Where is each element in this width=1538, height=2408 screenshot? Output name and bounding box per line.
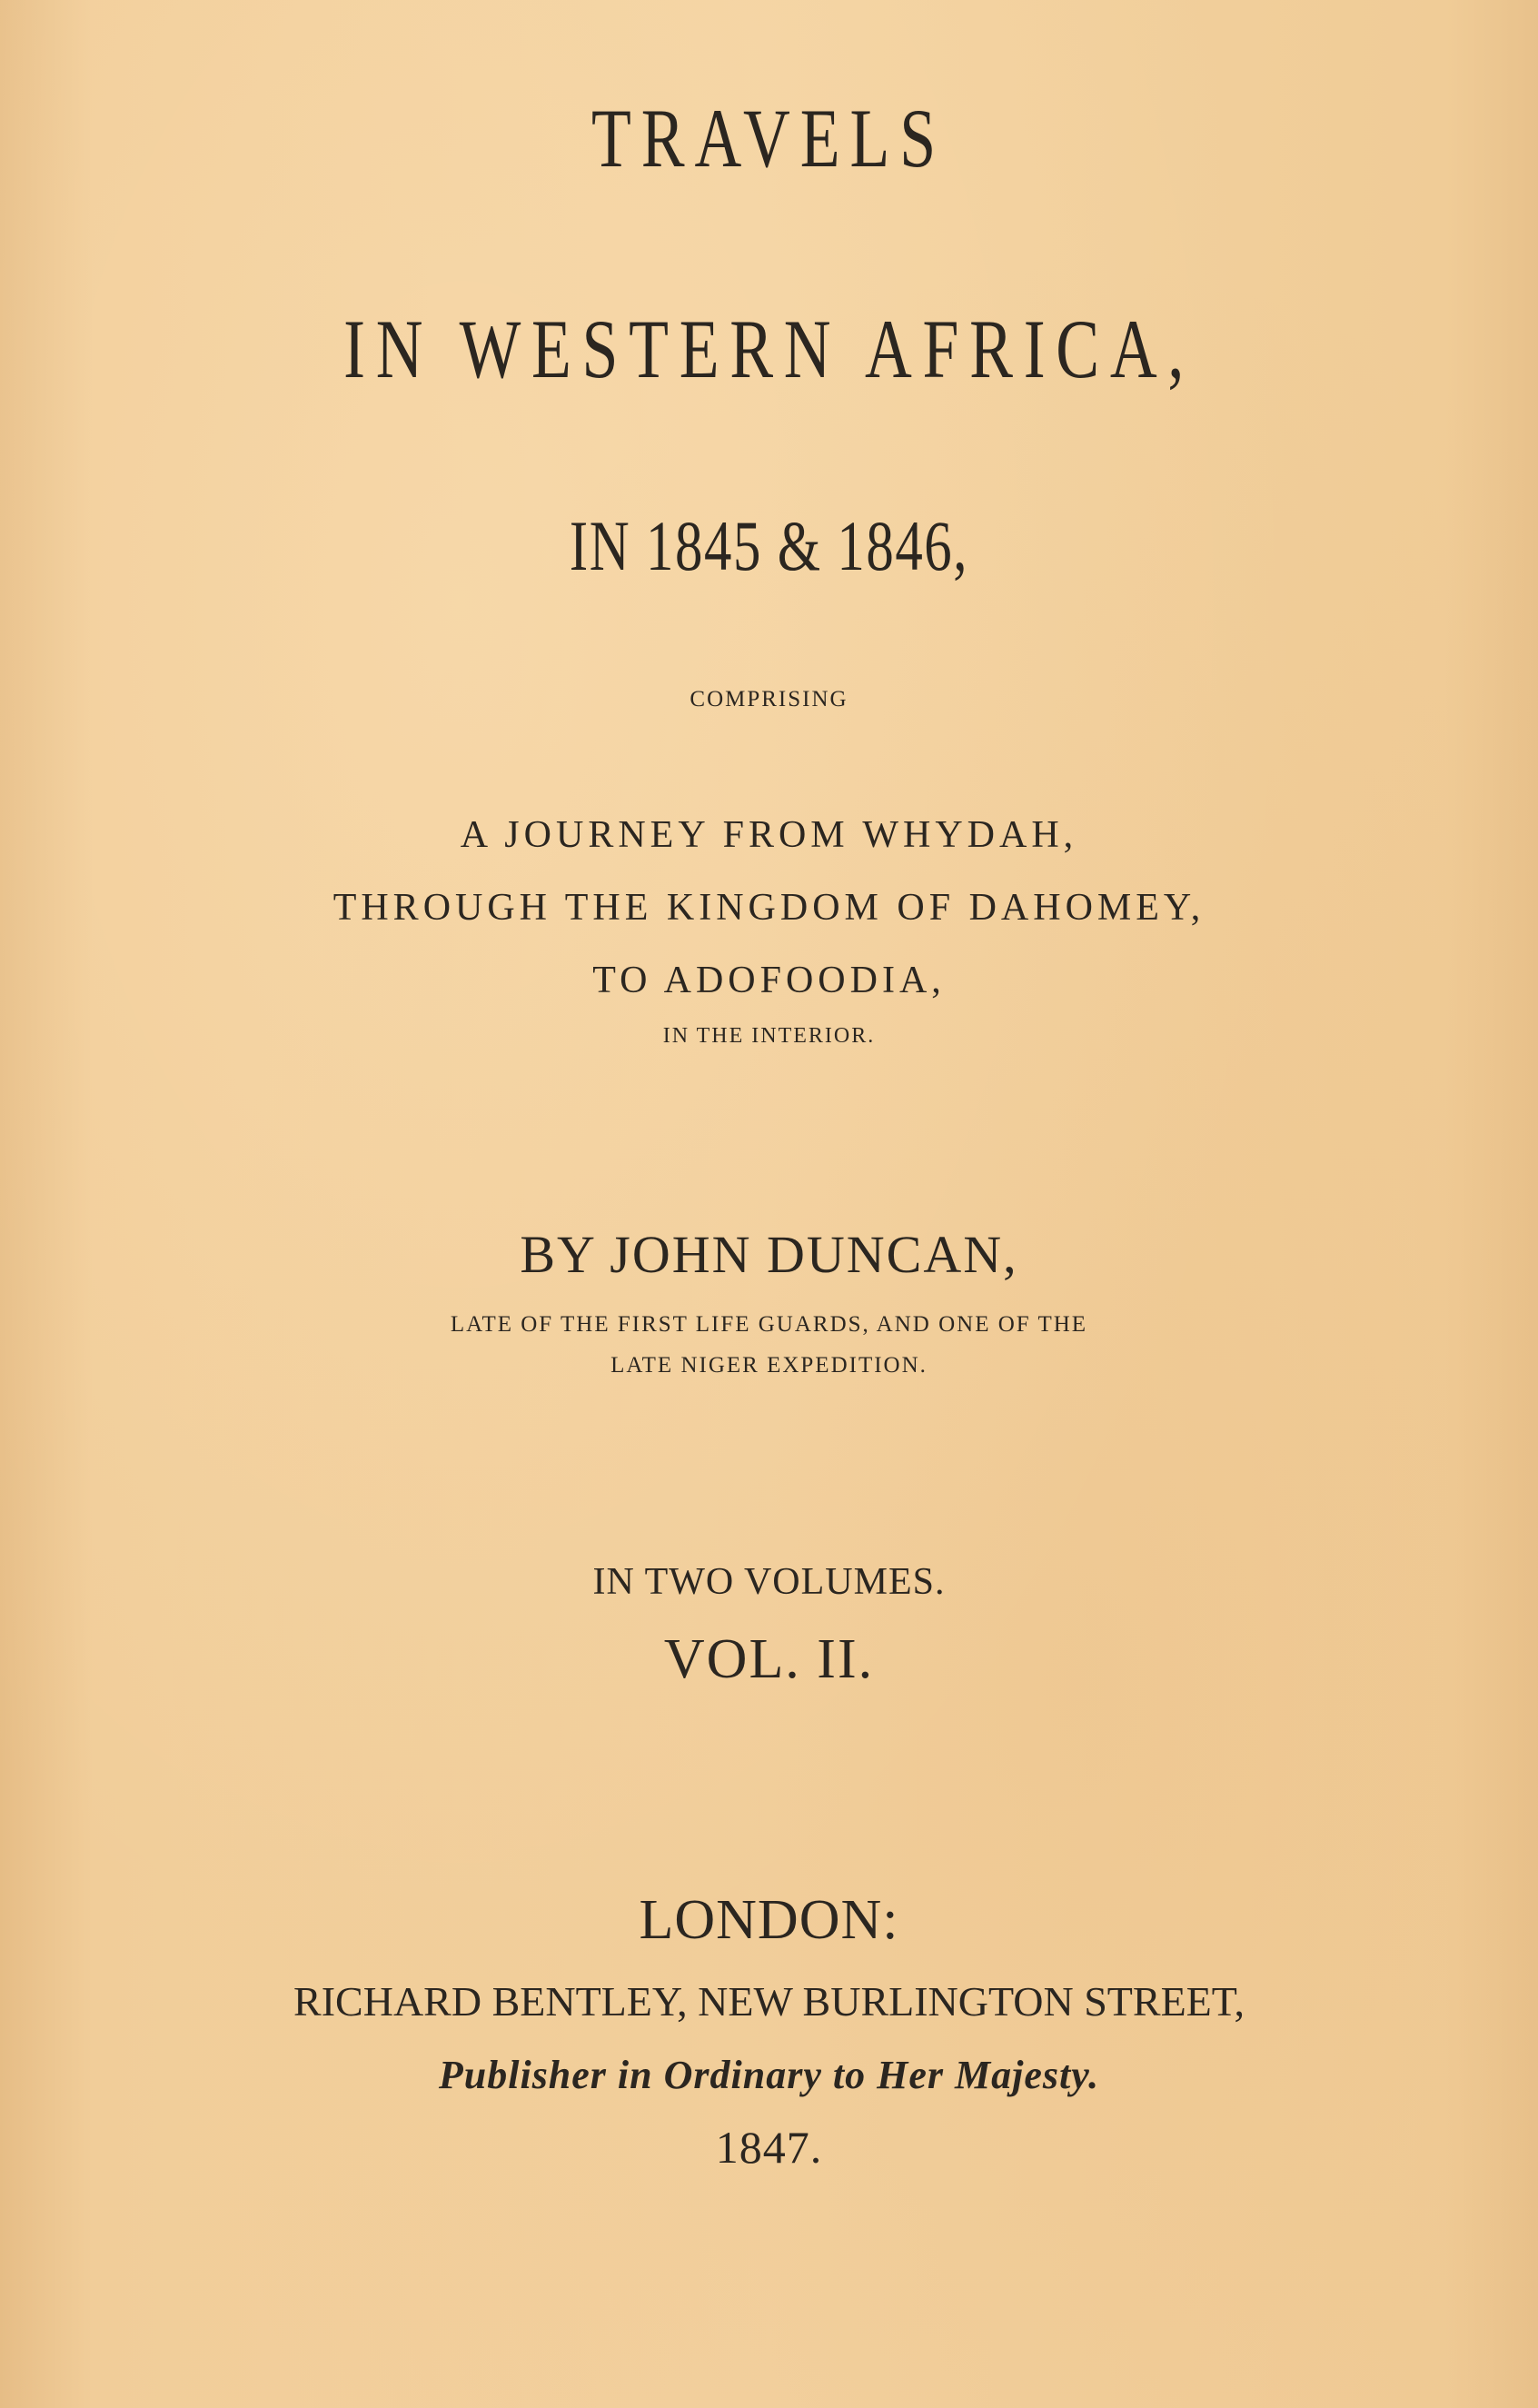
title-line-3	[0, 506, 1538, 585]
title-line-2	[0, 303, 1538, 395]
author-credentials-line-1: LATE OF THE FIRST LIFE GUARDS, AND ONE OF THE	[450, 1312, 1088, 1337]
subtitle-line-3: TO ADOFOODIA,	[592, 960, 946, 1001]
comprising-label: COMPRISING	[690, 687, 848, 711]
title-line-1	[0, 92, 1538, 184]
imprint-publisher-role: Publisher in Ordinary to Her Majesty.	[438, 2053, 1100, 2097]
title-years: IN 1845 & 1846,	[569, 506, 969, 585]
author-credentials-line-2: LATE NIGER EXPEDITION.	[610, 1353, 928, 1378]
imprint-year: 1847.	[715, 2122, 823, 2173]
author-name: BY JOHN DUNCAN,	[520, 1225, 1018, 1284]
volume-number: VOL. II.	[663, 1628, 875, 1690]
subtitle-line-4: IN THE INTERIOR.	[662, 1024, 876, 1048]
volume-count: IN TWO VOLUMES.	[592, 1561, 946, 1603]
subtitle-line-2: THROUGH THE KINGDOM OF DAHOMEY,	[332, 887, 1206, 929]
title-travels: TRAVELS	[591, 92, 947, 184]
title-western-africa: IN WESTERN AFRICA,	[343, 303, 1195, 395]
imprint-city: LONDON:	[639, 1889, 899, 1951]
subtitle-line-1: A JOURNEY FROM WHYDAH,	[460, 814, 1078, 856]
imprint-publisher: RICHARD BENTLEY, NEW BURLINGTON STREET,	[293, 1978, 1245, 2025]
